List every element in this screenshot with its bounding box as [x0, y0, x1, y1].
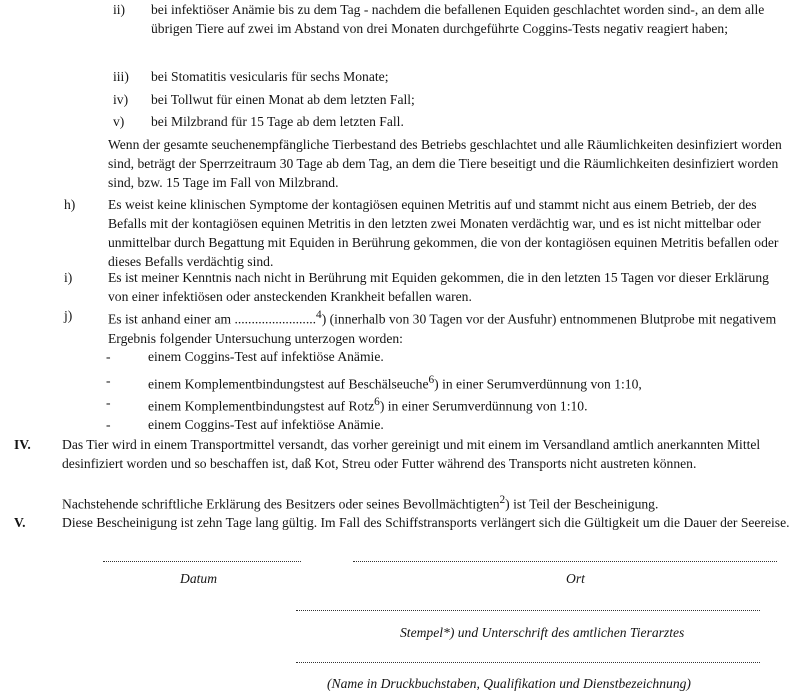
stempel-caption: Stempel*) und Unterschrift des amtlichen Tierarztes: [400, 625, 685, 640]
stempel-line: [296, 610, 760, 611]
item-text: bei infektiöser Anämie bis zu dem Tag - nachdem die befallenen Equiden geschlachtet worden sind-, an dem alle übrigen Tiere auf zwei im Abstand von drei Monaten durchgeführte Coggins-Tests negativ reagiert haben;: [151, 2, 765, 36]
test-item: einem Komplementbindungstest auf Beschälseuche$^6$) in einer Serumverdünnung von 1:10,: [148, 374, 642, 392]
item-label: j): [64, 308, 73, 323]
item-label: ii): [113, 2, 126, 17]
item-label: v): [113, 114, 125, 129]
item-label: iii): [113, 69, 129, 84]
item-text: Es ist anhand einer am ........................$^4$) (innerhalb von 30 Tagen vor der Ausfuhr) entnommenen Blutprobe mit negativem Ergebnis folgender Untersuchung unterzogen worden:: [108, 309, 777, 346]
bullet: -: [106, 349, 111, 364]
section-v-text: Diese Bescheinigung ist zehn Tage lang gültig. Im Fall des Schiffstransports verlängert sich die Gültigkeit um die Dauer der Seereise.: [62, 515, 790, 530]
section-iv-text: Das Tier wird in einem Transportmittel versandt, das vorher gereinigt und mit einem im Versandland amtlich anerkannten Mittel desinfiziert worden und so beschaffen ist, daß Kot, Streu oder Futter während des Transports nicht austreten können.: [62, 437, 761, 471]
ort-line: [353, 561, 777, 562]
test-item: einem Komplementbindungstest auf Rotz$^6$) in einer Serumverdünnung von 1:10.: [148, 396, 588, 414]
sperrzeit-paragraph: Wenn der gesamte seuchenempfängliche Tierbestand des Betriebs geschlachtet und alle Räumlichkeiten desinfiziert worden sind, beträgt der Sperrzeitraum 30 Tage ab dem Tag, an dem die Tiere beseitigt und die Räumlichkeiten desinfiziert worden sind, bzw. 15 Tage im Fall von Milzbrand.: [108, 137, 782, 190]
ort-caption: Ort: [566, 571, 585, 586]
datum-line: [103, 561, 301, 562]
item-label: iv): [113, 92, 129, 107]
name-caption: (Name in Druckbuchstaben, Qualifikation und Dienstbezeichnung): [327, 676, 691, 691]
datum-caption: Datum: [180, 571, 218, 586]
item-text: bei Tollwut für einen Monat ab dem letzten Fall;: [151, 92, 415, 107]
item-text: bei Milzbrand für 15 Tage ab dem letzten Fall.: [151, 114, 404, 129]
test-item: einem Coggins-Test auf infektiöse Anämie.: [148, 349, 384, 364]
item-label: i): [64, 270, 73, 285]
test-item: einem Coggins-Test auf infektiöse Anämie.: [148, 417, 384, 432]
section-iv-label: IV.: [14, 437, 31, 452]
bullet: -: [106, 395, 111, 410]
section-iv-note: Nachstehende schriftliche Erklärung des Besitzers oder seines Bevollmächtigten$^2$) ist Teil der Bescheinigung.: [62, 494, 659, 512]
item-text: bei Stomatitis vesicularis für sechs Monate;: [151, 69, 389, 84]
item-text: Es weist keine klinischen Symptome der kontagiösen equinen Metritis auf und stammt nicht aus einem Betrieb, der des Befalls mit der kontagiösen equinen Metritis in den letzten zwei Monaten verdächtig war, und es ist nicht mittelbar oder unmittelbar durch Begattung mit Equiden in Berührung gekommen, die von der kontagiösen equinen Metritis befallen oder dieses Befalls verdächtig sind.: [108, 197, 779, 269]
section-v-label: V.: [14, 515, 26, 530]
item-label: h): [64, 197, 76, 212]
bullet: -: [106, 417, 111, 432]
name-line: [296, 662, 760, 663]
item-text: Es ist meiner Kenntnis nach nicht in Berührung mit Equiden gekommen, die in den letzten 15 Tagen vor dieser Erklärung von einer infektiösen oder ansteckenden Krankheit befallen waren.: [108, 270, 769, 304]
bullet: -: [106, 373, 111, 388]
